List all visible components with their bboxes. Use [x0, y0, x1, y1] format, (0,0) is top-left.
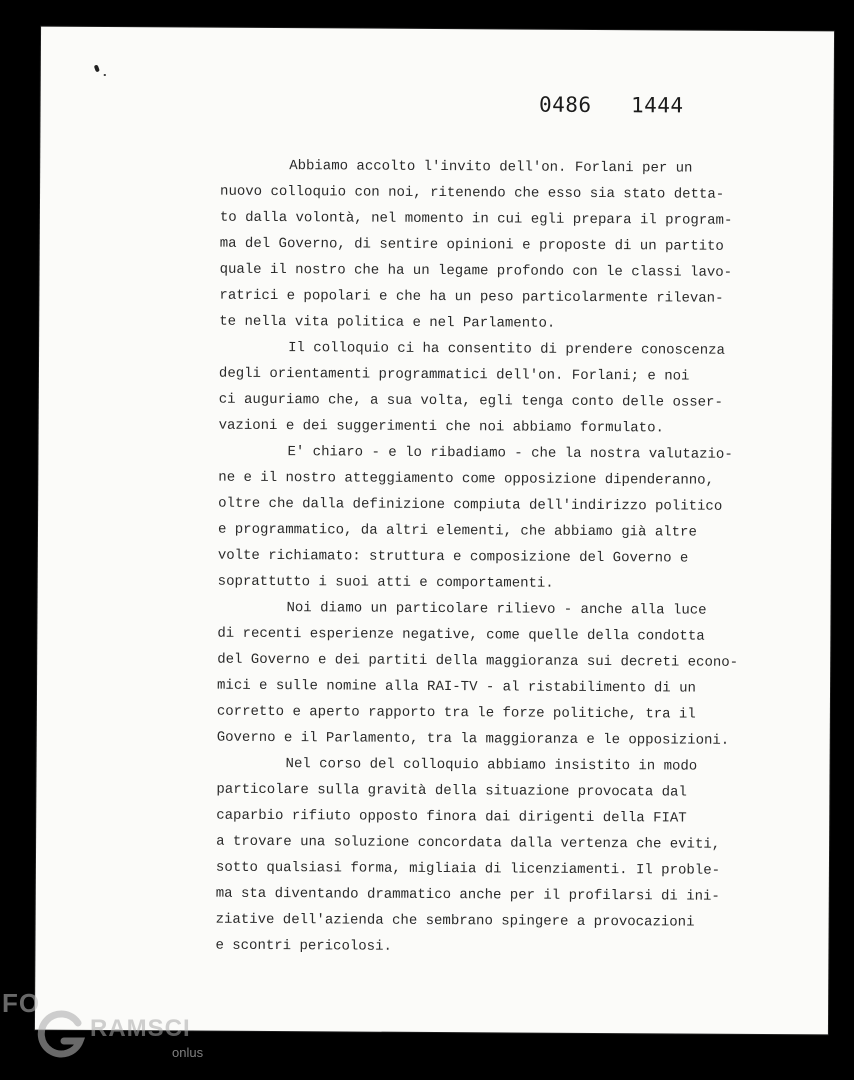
- text-line: Nel corso del colloquio abbiamo insistito in modo: [285, 756, 698, 775]
- text-line: di recenti esperienze negative, come quelle della condotta: [217, 625, 705, 645]
- text-line: Governo e il Parlamento, tra la maggioranza e le opposizioni.: [216, 729, 730, 749]
- paragraph-3: [218, 439, 739, 598]
- text-line: vazioni e dei suggerimenti che noi abbiamo formulato.: [218, 417, 664, 437]
- text-line: caparbio rifiuto opposto finora dai dirigenti della FIAT: [216, 807, 687, 827]
- text-line: to dalla volontà, nel momento in cui egli prepara il program-: [219, 209, 733, 229]
- watermark-name: RAMSCI: [90, 1015, 191, 1042]
- text-line: Il colloquio ci ha consentito di prendere conoscenza: [288, 340, 726, 359]
- document-page: [35, 27, 834, 1035]
- text-line: corretto e aperto rapporto tra le forze politiche, tra il: [216, 703, 696, 723]
- text-line: Abbiamo accolto l'invito dell'on. Forlani per un: [289, 158, 693, 177]
- paragraph-2: [219, 335, 740, 442]
- paragraph-1: [219, 153, 740, 338]
- text-line: te nella vita politica e nel Parlamento.: [219, 313, 556, 332]
- document-number-left: 0486: [538, 92, 592, 117]
- text-line: ma del Governo, di sentire opinioni e proposte di un partito: [219, 235, 724, 255]
- text-line: particolare sulla gravità della situazione provocata dal: [216, 781, 687, 801]
- text-line: e scontri pericolosi.: [215, 937, 392, 955]
- text-line: ziative dell'azienda che sembrano spingere a provocazioni: [215, 911, 695, 931]
- document-number: [539, 93, 684, 118]
- text-line: Noi diamo un particolare rilievo - anche alla luce: [286, 600, 707, 619]
- paragraph-4: [217, 595, 738, 754]
- document-body: [215, 153, 740, 962]
- text-line: mici e sulle nomine alla RAI-TV - al ristabilimento di un: [216, 677, 696, 697]
- watermark-prefix: FO: [2, 988, 41, 1018]
- paragraph-5: [215, 751, 736, 962]
- text-line: ma sta diventando drammatico anche per il profilarsi di ini-: [215, 885, 720, 905]
- ink-speck-mark: [95, 61, 106, 76]
- text-line: E' chiaro - e lo ribadiamo - che la nostra valutazio-: [287, 444, 733, 463]
- text-line: soprattutto i suoi atti e comportamenti.: [217, 573, 554, 592]
- document-number-right: 1444: [630, 93, 684, 118]
- text-line: degli orientamenti programmatici dell'on. Forlani; e noi: [218, 365, 690, 385]
- watermark-subtitle: onlus: [172, 1045, 204, 1060]
- text-line: ne e il nostro atteggiamento come opposizione dipenderanno,: [218, 469, 715, 489]
- text-line: del Governo e dei partiti della maggioranza sui decreti econo-: [217, 651, 739, 671]
- text-line: volte richiamato: struttura e composizione del Governo e: [217, 547, 689, 567]
- text-line: sotto qualsiasi forma, migliaia di licenziamenti. Il proble-: [215, 859, 721, 879]
- text-line: nuovo colloquio con noi, ritenendo che esso sia stato detta-: [220, 183, 725, 203]
- text-line: ci auguriamo che, a sua volta, egli tenga conto delle osser-: [218, 391, 723, 411]
- text-line: a trovare una soluzione concordata dalla vertenza che eviti,: [216, 833, 721, 853]
- text-line: e programmatico, da altri elementi, che abbiamo già altre: [217, 521, 697, 541]
- text-line: quale il nostro che ha un legame profondo con le classi lavo-: [219, 261, 733, 281]
- text-line: ratrici e popolari e che ha un peso particolarmente rilevan-: [219, 287, 724, 307]
- text-line: oltre che dalla definizione compiuta dell'indirizzo politico: [218, 495, 723, 515]
